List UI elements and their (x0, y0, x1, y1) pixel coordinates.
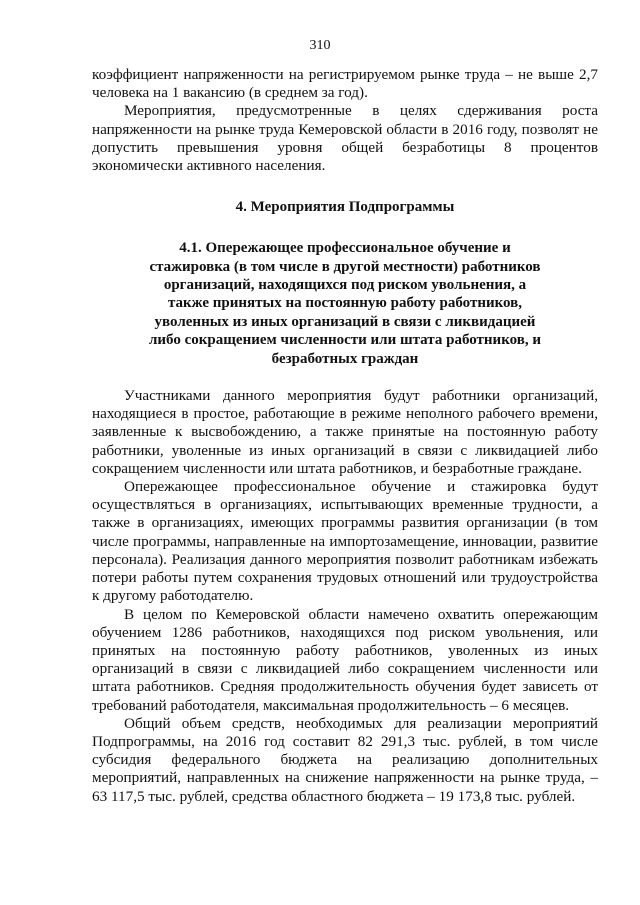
intro-paragraph-1: коэффициент напряженности на регистрируемом рынке труда – не выше 2,7 человека на 1 вакансию (в среднем за год). (92, 66, 598, 102)
body-paragraph-participants: Участниками данного мероприятия будут работники организаций, находящиеся в простое, работающие в режиме неполного рабочего времени, заявленные к высвобождению, а также принятые на постоянную работу работники, уволенные из иных организаций в связи с ликвидацией либо сокращением численности или штата работников, и безработные граждане. (92, 387, 598, 477)
subsection-heading: 4.1. Опережающее профессиональное обучение и стажировка (в том числе в другой местности) работников организаций, находящихся под риском увольнения, а также принятых на постоянную работу работников, уволенных из иных организаций в связи с ликвидацией либо сокращением численности или штата работников, и безработных граждан (149, 240, 542, 367)
body-paragraph-training: Опережающее профессиональное обучение и стажировка будут осуществляться в организациях, испытывающих временные трудности, а также в организациях, имеющих программы развития организации (в том числе программы, направленные на импортозамещение, инновации, развитие персонала). Реализация данного мероприятия позволит работникам избежать потери работы путем сохранения трудовых отношений или трудоустройства к другому работодателю. (92, 478, 598, 605)
document-body (92, 66, 598, 806)
body-paragraph-coverage: В целом по Кемеровской области намечено охватить опережающим обучением 1286 работников, находящихся под риском увольнения, или принятых на постоянную работу работников, уволенных из иных организаций в связи с ликвидацией либо сокращением численности или штата работников. Средняя продолжительность обучения будет зависеть от требований работодателя, максимальная продолжительность – 6 месяцев. (92, 605, 598, 714)
page-number: 310 (309, 38, 331, 53)
body-paragraph-funding: Общий объем средств, необходимых для реализации мероприятий Подпрограммы, на 2016 год составит 82 291,3 тыс. рублей, в том числе субсидия федерального бюджета на реализацию дополнительных мероприятий, направленных на снижение напряженности на рынке труда, – 63 117,5 тыс. рублей, средства областного бюджета – 19 173,8 тыс. рублей. (92, 714, 598, 805)
section-heading: 4. Мероприятия Подпрограммы (235, 199, 455, 216)
intro-paragraph-2: Мероприятия, предусмотренные в целях сдерживания роста напряженности на рынке труда Кемеровской области в 2016 году, позволят не допустить превышения уровня общей безработицы 8 процентов экономически активного населения. (92, 102, 598, 175)
